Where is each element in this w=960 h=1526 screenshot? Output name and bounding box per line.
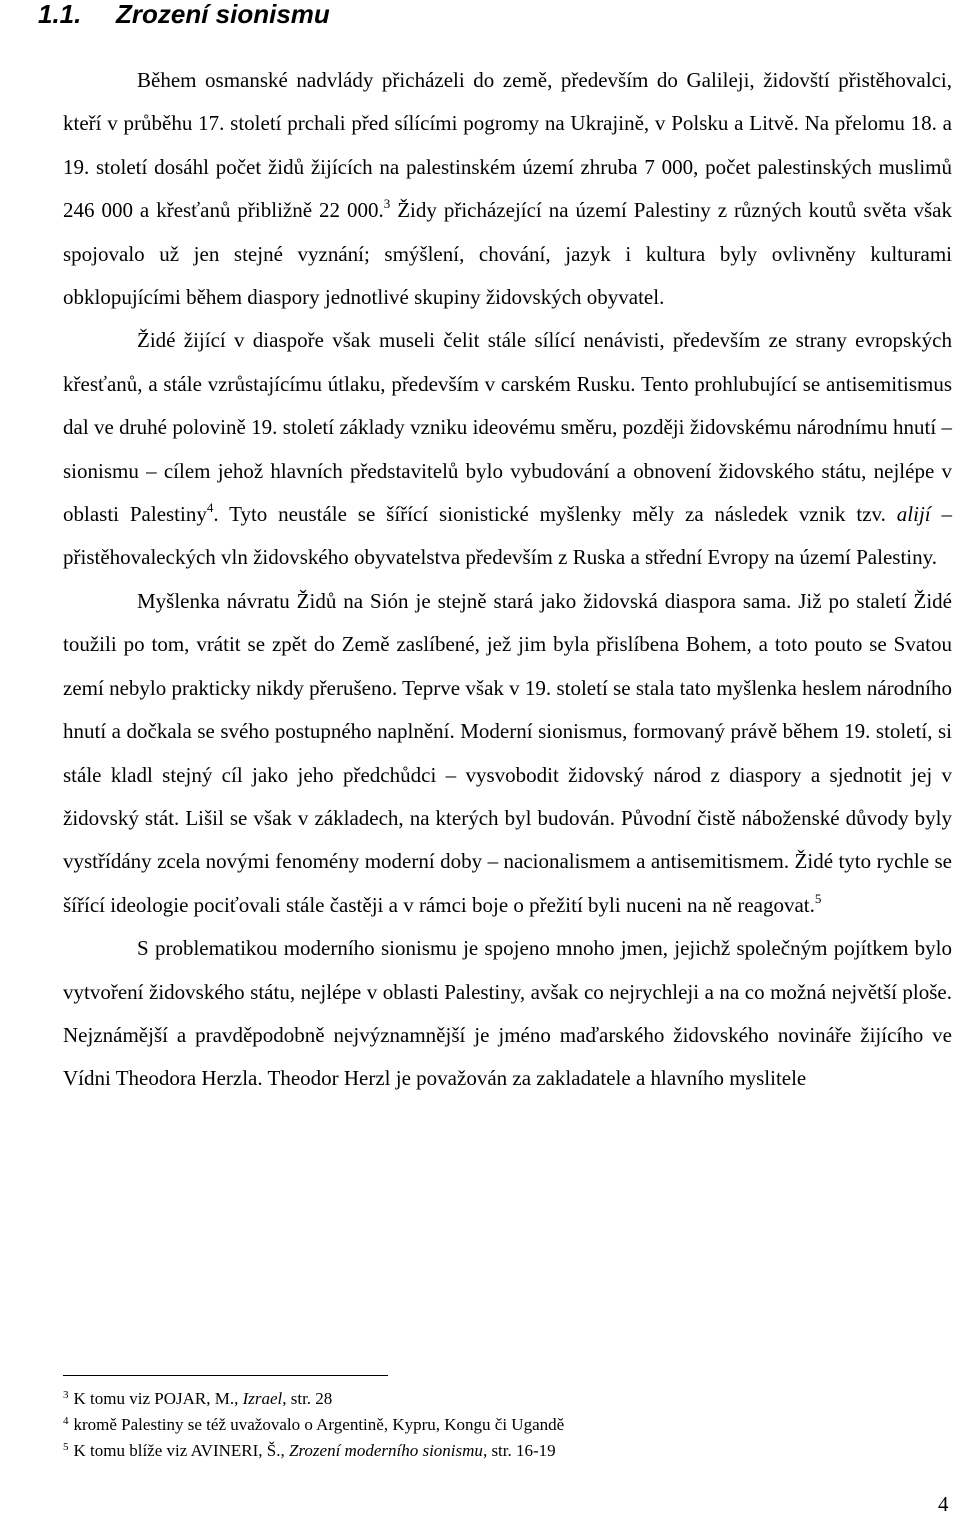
paragraph-3-text: Myšlenka návratu Židů na Sión je stejně stará jako židovská diaspora sama. Již po staletí Židé toužili po tom, vrátit se zpět do Země zaslíbené, jež jim byla přislíbena Bohem, a toto pouto se Svatou zemí nebylo prakticky nikdy přerušeno. Teprve však v 19. století se stala tato myšlenka heslem národního hnutí a dočkala se svého postupného naplnění. Moderní sionismus, formovaný právě během 19. století, si stále kladl stejný cíl jako jeho předchůdci – vysvobodit židovský národ z diaspory a sjednotit jej v židovský stát. Lišil se však v základech, na kterých byl budován. Původní čistě náboženské důvody byly vystřídány zcela novými fenomény moderní doby – nacionalismem a antisemitismem. Židé tyto rychle se šířící ideologie pociťovali stále častěji a v rámci boje o přežití byli nuceni na ně reagovat. (63, 588, 952, 917)
footnote-4 (63, 1410, 952, 1436)
paragraph-2-emphasis: alijí (896, 502, 931, 527)
footnote-title: Izrael, (242, 1389, 287, 1408)
section-heading (38, 0, 330, 34)
footnote-3 (63, 1384, 952, 1410)
footnote-number: 5 (63, 1441, 69, 1453)
footnote-text-end: , str. 16-19 (482, 1441, 556, 1460)
footnote-number: 3 (63, 1389, 69, 1401)
footnote-number: 4 (63, 1415, 69, 1427)
footnote-ref-3[interactable]: 3 (383, 196, 391, 212)
footnote-text: K tomu viz POJAR, M., (73, 1389, 243, 1408)
paragraph-1 (63, 59, 952, 319)
footnote-separator (63, 1375, 388, 1376)
footnote-ref-5[interactable]: 5 (814, 890, 822, 906)
section-number: 1.1. (38, 0, 82, 29)
footnote-title: Zrození moderního sionismu (288, 1441, 483, 1460)
footnote-ref-4[interactable]: 4 (206, 500, 214, 516)
paragraph-4-text: S problematikou moderního sionismu je spojeno mnoho jmen, jejichž společným pojítkem bylo vytvoření židovského státu, nejlépe v oblasti Palestiny, avšak co nejrychleji a na co možná největší ploše. Nejznámější a pravděpodobně nejvýznamnější je jméno maďarského židovského novináře žijícího ve Vídni Theodora Herzla. Theodor Herzl je považován za zakladatele a hlavního myslitele (63, 936, 952, 1091)
paragraph-1-text-b: Židy přicházející na území Palestiny z různých koutů světa však spojovalo už jen stejné vyznání; smýšlení, chování, jazyk i kultura byly ovlivněny kulturami obklopujícími během diaspory jednotlivé skupiny židovských obyvatel. (63, 198, 952, 310)
paragraph-4 (63, 927, 952, 1101)
footnote-text: kromě Palestiny se též uvažovalo o Argentině, Kypru, Kongu či Ugandě (73, 1415, 565, 1434)
footnotes (63, 1384, 952, 1462)
paragraph-1-text-a: Během osmanské nadvlády přicházeli do země, především do Galileji, židovští přistěhovalci, kteří v průběhu 17. století prchali před sílícími pogromy na Ukrajině, v Polsku a Litvě. Na přelomu 18. a 19. století dosáhl počet židů žijících na palestinském území zhruba 7 000, počet palestinských muslimů 246 000 a křesťanů přibližně 22 000. (63, 68, 952, 223)
section-title: Zrození sionismu (116, 0, 330, 29)
body-text (63, 59, 952, 1101)
footnote-text-end: str. 28 (286, 1389, 333, 1408)
paragraph-2-text-a: Židé žijící v diaspoře však museli čelit stále sílící nenávisti, především ze strany evropských křesťanů, a stále vzrůstajícímu útlaku, především v carském Rusku. Tento prohlubující se antisemitismus dal ve druhé polovině 19. století základy vzniku ideovému směru, později židovskému národnímu hnutí – sionismu – cílem jehož hlavních představitelů bylo vybudování a obnovení židovského státu, nejlépe v oblasti Palestiny (63, 328, 952, 527)
paragraph-2-text-b: . Tyto neustále se šířící sionistické myšlenky měly za následek vznik tzv. (213, 502, 897, 527)
footnote-text: K tomu blíže viz AVINERI, Š., (73, 1441, 289, 1460)
page-number: 4 (938, 1492, 949, 1516)
paragraph-3 (63, 580, 952, 927)
paragraph-2-text-c: – přistěhovaleckých vln židovského obyvatelstva především z Ruska a střední Evropy na území Palestiny. (63, 502, 952, 570)
footnote-5 (63, 1436, 952, 1462)
paragraph-2 (63, 319, 952, 579)
